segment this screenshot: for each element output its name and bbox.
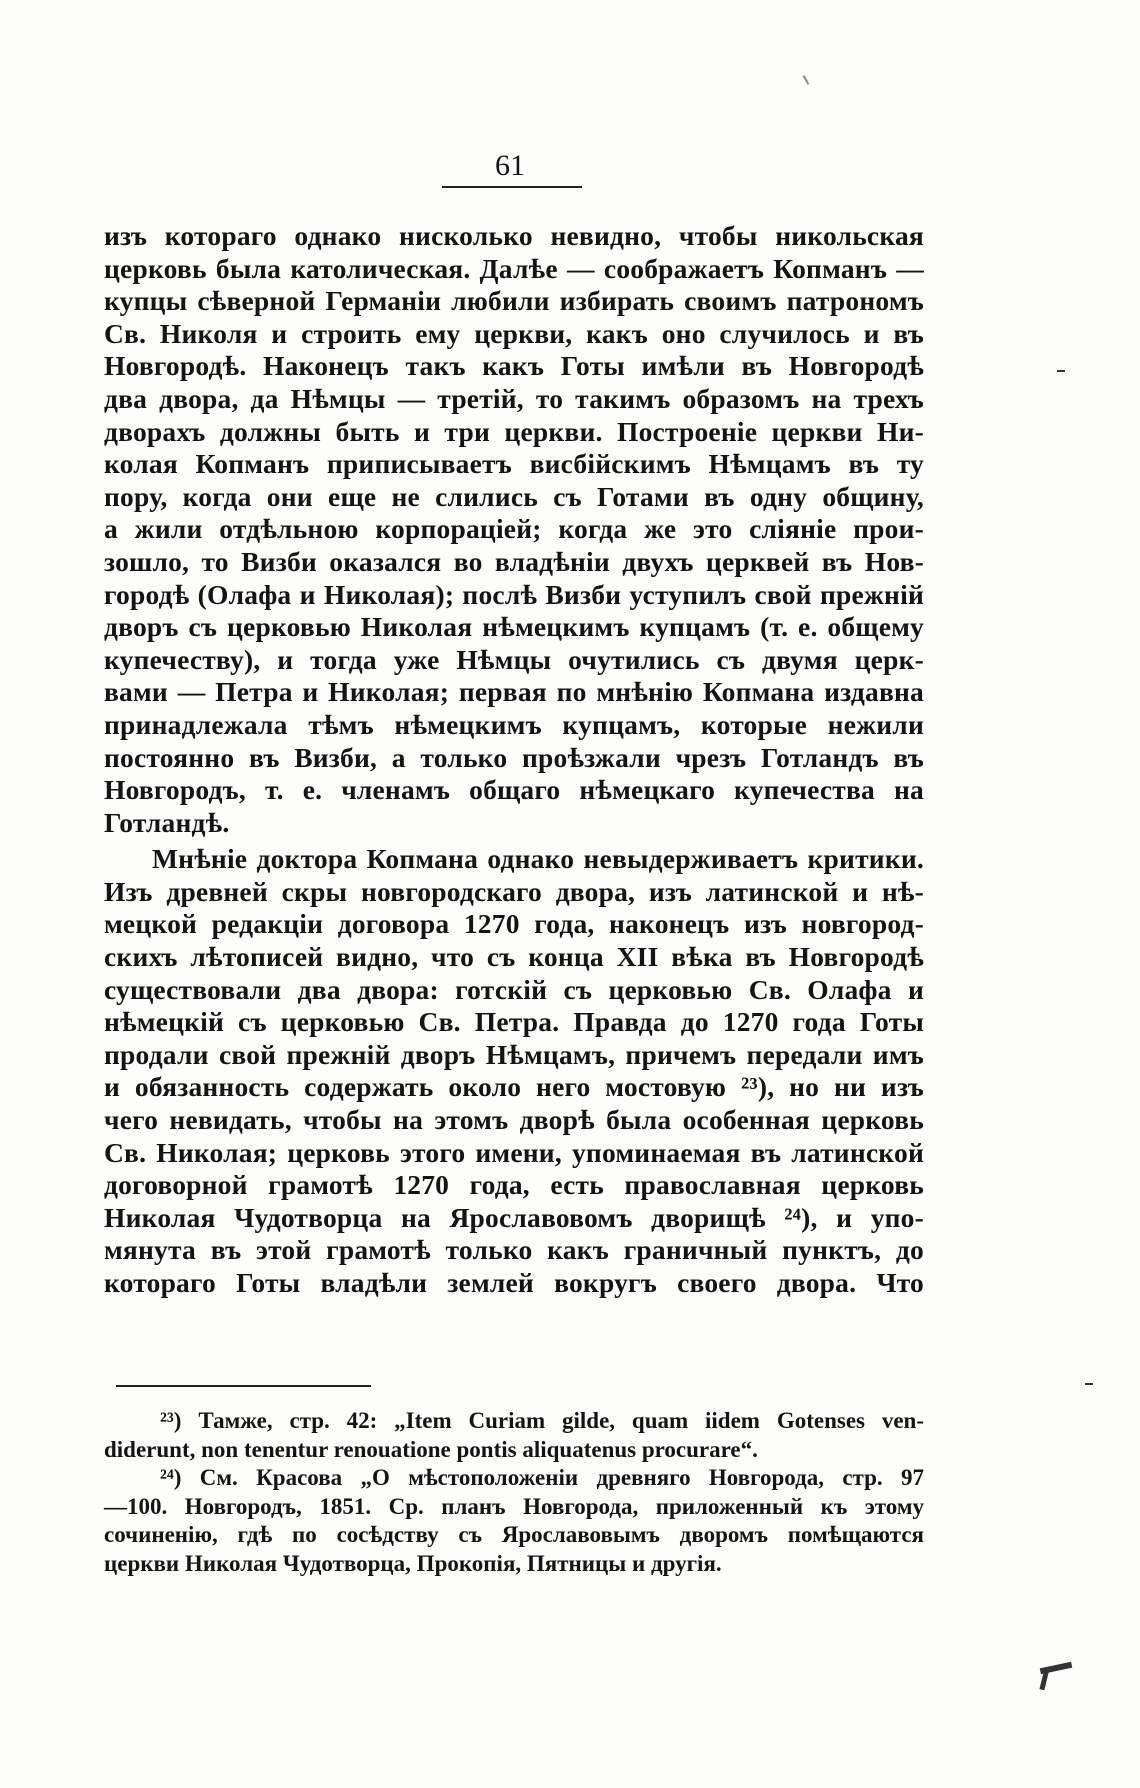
body-line: чего невидать, чтобы на этомъ дворѣ была особенная церковь bbox=[104, 1104, 924, 1136]
body-line: котораго Готы владѣли землей вокругъ своего двора. Что bbox=[104, 1267, 924, 1298]
body-line: а жили отдѣльною корпораціей; когда же это сліяніе прои- bbox=[104, 513, 924, 545]
body-line: Готландѣ. bbox=[104, 806, 230, 838]
body-line: городѣ (Олафа и Николая); послѣ Визби уступилъ свой прежній bbox=[104, 578, 924, 610]
body-line: вами — Петра и Николая; первая по мнѣнію Копмана издавна bbox=[104, 676, 924, 708]
body-line: Новгородъ, т. е. членамъ общаго нѣмецкаго купечества на bbox=[104, 774, 924, 806]
footnote-line: diderunt, non tenentur renouatione pontis aliquatenus procurare“. bbox=[104, 1436, 758, 1462]
body-text bbox=[104, 220, 924, 1300]
footnote-line: ²⁴) См. Красова „О мѣстоположеніи древняго Новгорода, стр. 97 bbox=[160, 1465, 924, 1491]
footnote-line: церкви Николая Чудотворца, Прокопія, Пятницы и другія. bbox=[104, 1550, 722, 1576]
body-line: пору, когда они еще не слились съ Готами въ одну общину, bbox=[104, 480, 924, 512]
footnote-line: ²³) Тамже, стр. 42: „Item Curiam gilde, quam iidem Gotenses ven- bbox=[160, 1408, 924, 1433]
scan-speck bbox=[1085, 1383, 1093, 1385]
scan-speck bbox=[1057, 370, 1065, 372]
scan-speck bbox=[803, 75, 810, 85]
body-line: изъ котораго однако нисколько невидно, чтобы никольская bbox=[104, 220, 924, 251]
body-line: постоянно въ Визби, а только проѣзжали чрезъ Готландъ въ bbox=[104, 741, 924, 773]
body-line: Новгородѣ. Наконецъ такъ какъ Готы имѣли въ Новгородѣ bbox=[104, 350, 924, 382]
body-line: существовали два двора: готскій съ церковью Св. Олафа и bbox=[104, 973, 924, 1005]
body-line: принадлежала тѣмъ нѣмецкимъ купцамъ, которые нежили bbox=[104, 708, 924, 740]
footnotes bbox=[104, 1407, 924, 1579]
header-rule bbox=[442, 186, 582, 188]
footnote-rule bbox=[116, 1385, 371, 1387]
body-line: зошло, то Визби оказался во владѣніи двухъ церквей въ Нов- bbox=[104, 545, 924, 577]
footnote-line: сочиненію, гдѣ по сосѣдству съ Ярославовымъ дворомъ помѣщаются bbox=[104, 1522, 924, 1548]
body-line: купечеству), и тогда уже Нѣмцы очутились съ двумя церк- bbox=[104, 643, 924, 675]
body-line: скихъ лѣтописей видно, что съ конца XII вѣка въ Новгородѣ bbox=[104, 941, 924, 973]
body-line: дворахъ должны быть и три церкви. Построеніе церкви Ни- bbox=[104, 415, 924, 447]
body-line: мецкой редакціи договора 1270 года, наконецъ изъ новгород- bbox=[104, 908, 924, 940]
body-line: церковь была католическая. Далѣе — соображаетъ Копманъ — bbox=[104, 252, 924, 284]
body-line: Св. Николя и строить ему церкви, какъ оно случилось и въ bbox=[104, 317, 924, 349]
body-line: дворъ съ церковью Николая нѣмецкимъ купцамъ (т. е. общему bbox=[104, 611, 924, 643]
body-line: купцы сѣверной Германіи любили избирать своимъ патрономъ bbox=[104, 285, 924, 317]
body-line: Николая Чудотворца на Ярославовомъ дворищѣ ²⁴), и упо- bbox=[104, 1201, 924, 1233]
body-line: и обязанность содержать около него мостовую ²³), но ни изъ bbox=[104, 1071, 924, 1103]
body-line: колая Копманъ приписываетъ висбійскимъ Нѣмцамъ въ ту bbox=[104, 448, 924, 480]
body-line: продали свой прежній дворъ Нѣмцамъ, причемъ передали имъ bbox=[104, 1038, 924, 1070]
body-line: Изъ древней скры новгородскаго двора, изъ латинской и нѣ- bbox=[104, 875, 924, 907]
body-line: Мнѣніе доктора Копмана однако невыдерживаетъ критики. bbox=[152, 843, 924, 875]
page-number: 61 bbox=[495, 149, 525, 182]
footnote-line: —100. Новгородъ, 1851. Ср. планъ Новгорода, приложенный къ этому bbox=[104, 1493, 924, 1519]
body-line: мянута въ этой грамотѣ только какъ граничный пунктъ, до bbox=[104, 1234, 924, 1266]
body-line: два двора, да Нѣмцы — третій, то такимъ образомъ на трехъ bbox=[104, 382, 924, 414]
body-line: Св. Николая; церковь этого имени, упоминаемая въ латинской bbox=[104, 1136, 924, 1168]
body-line: нѣмецкій съ церковью Св. Петра. Правда до 1270 года Готы bbox=[104, 1006, 924, 1038]
body-line: договорной грамотѣ 1270 года, есть православная церковь bbox=[104, 1169, 924, 1201]
